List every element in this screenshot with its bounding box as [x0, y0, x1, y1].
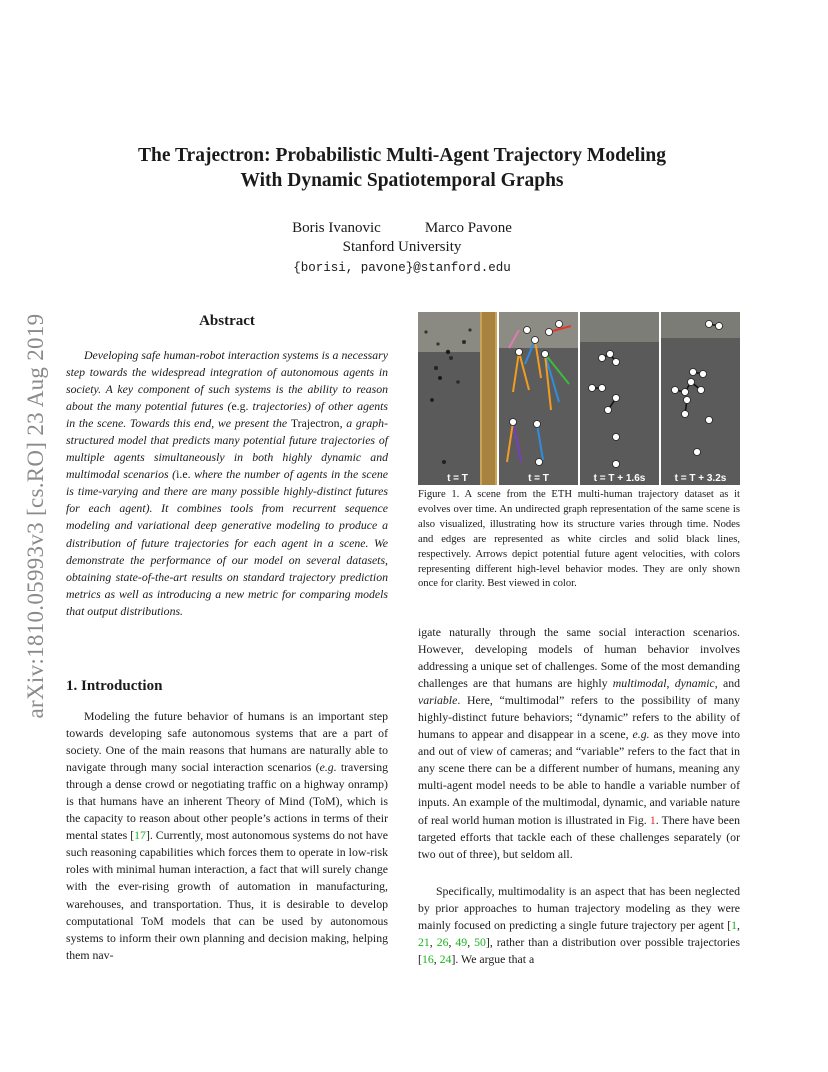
panel-label: t = T + 1.6s: [593, 473, 646, 484]
citation-link[interactable]: 24: [439, 952, 452, 967]
scene-image-2: [499, 312, 578, 485]
figure-panel-1: [418, 312, 497, 485]
citation-link[interactable]: 1: [731, 918, 738, 933]
figure-1-caption: Figure 1. A scene from the ETH multi-human trajectory dataset as it evolves over time. An undirected graph representation of the same scene is also visualized, illustrating how its structure varies through time. Nodes and edges are represented as white circles and solid black lines, respectively. Arrows depict potential future agent velocities, with colors representing different high-level behavior modes. They are only shown once for clarity. Best viewed in color.: [418, 489, 740, 590]
figure-panel-2: [499, 312, 578, 485]
citation-link[interactable]: 49: [455, 935, 468, 950]
affiliation: Stanford University: [342, 239, 462, 255]
figure-panel-3: [580, 312, 659, 485]
arxiv-identifier: arXiv:1810.05993v3 [cs.RO] 23 Aug 2019: [23, 313, 48, 719]
author-pavone: Marco Pavone: [424, 220, 512, 236]
citation-link[interactable]: 21: [418, 935, 430, 950]
panel-label: t = T + 3.2s: [674, 473, 727, 484]
arxiv-stamp: [22, 276, 50, 756]
title-line-2: With Dynamic Spatiotemporal Graphs: [240, 170, 564, 191]
intro-paragraph: Modeling the future behavior of humans is an important step towards developing safe autonomous systems that are a part of society. One of the main reasons that humans are naturally able to navigate through many social interaction scenarios (e.g. traversing through a dense crowd or negotiating traffic on a highway onramp) is that humans have an inherent Theory of Mind (ToM), which is the capacity to reason about other people’s actions in terms of their mental states [17]. Currently, most autonomous systems do not have such reasoning capabilities which forces them to operate in low-risk roles with minimal human interaction, a fact that will surely change with the ever-rising growth of automation in manufacturing, warehouses, and transportation. Thus, it is desirable to develop computational ToM models that can be used by autonomous systems to inform their own planning and decision making, helping them nav-: [66, 709, 389, 962]
citation-link[interactable]: 17: [134, 828, 146, 843]
author-names: [200, 219, 604, 238]
section-heading-introduction: 1. Introduction: [66, 678, 163, 694]
scene-image-3: [580, 312, 659, 485]
model-name: Trajectron: [290, 416, 340, 431]
scene-image-4: [661, 312, 740, 485]
author-ivanovic: Boris Ivanovic: [292, 220, 381, 236]
title-line-1: The Trajectron: Probabilistic Multi-Agent Trajectory Modeling: [137, 145, 667, 166]
body-paragraph-right-1: igate naturally through the same social interaction scenarios. However, developing models of human behavior involves addressing a unique set of challenges. Some of the most demanding challenges are that humans are highly multimodal, dynamic, and variable. Here, “multimodal” refers to the possibility of many highly-distinct future behaviors; “dynamic” refers to the ability of humans to appear and disappear in a scene, e.g. as they move into and out of view of cameras; and “variable” refers to the fact that in any scene there can be a different number of humans, meaning any multi-agent model needs to be able to handle a variable number of inputs. An example of the multimodal, dynamic, and variable nature of real world human motion is illustrated in Fig. 1. There have been targeted efforts that tackle each of these challenges separately (or two out of three), but seldom all.: [418, 625, 740, 861]
figure-1: [418, 312, 740, 485]
author-email: {borisi, pavone}@stanford.edu: [293, 261, 511, 275]
citation-link[interactable]: 26: [436, 935, 449, 950]
abstract-heading: Abstract: [199, 313, 255, 329]
abstract-text: Developing safe human-robot interaction systems is a necessary step towards the widespread integration of autonomous agents in society. A key component of such systems is the ability to reason about the many potential futures (e.g. trajectories) of other agents in the scene. Towards this end, we present the Trajectron, a graph-structured model that predicts many potential future trajectories of multiple agents simultaneously in both highly dynamic and multimodal scenarios (i.e. where the number of agents in the scene is time-varying and there are many possible highly-distinct futures for each agent). It combines tools from recurrent sequence modeling and variational deep generative modeling to produce a distribution of future trajectories for each agent in a scene. We demonstrate the performance of our model on several datasets, obtaining state-of-the-art results on standard trajectory prediction metrics as well as introducing a new metric for comparing models that output distributions.: [66, 348, 389, 618]
paper-title: [100, 143, 704, 193]
body-paragraph-right-2: Specifically, multimodality is an aspect that has been neglected by prior approaches to human trajectory modeling as they were mainly focused on predicting a single future trajectory per agent [1, 21, 26, 49, 50], rather than a distribution over possible trajectories [16, 24]. We argue that a: [418, 884, 740, 967]
citation-link[interactable]: 16: [421, 952, 434, 967]
scene-image-1: [418, 312, 497, 485]
panel-label: t = T: [447, 473, 468, 484]
panel-label: t = T: [528, 473, 549, 484]
figure-link[interactable]: 1: [649, 812, 656, 827]
citation-link[interactable]: 50: [474, 935, 486, 950]
author-block: [200, 219, 604, 278]
figure-panel-4: [661, 312, 740, 485]
